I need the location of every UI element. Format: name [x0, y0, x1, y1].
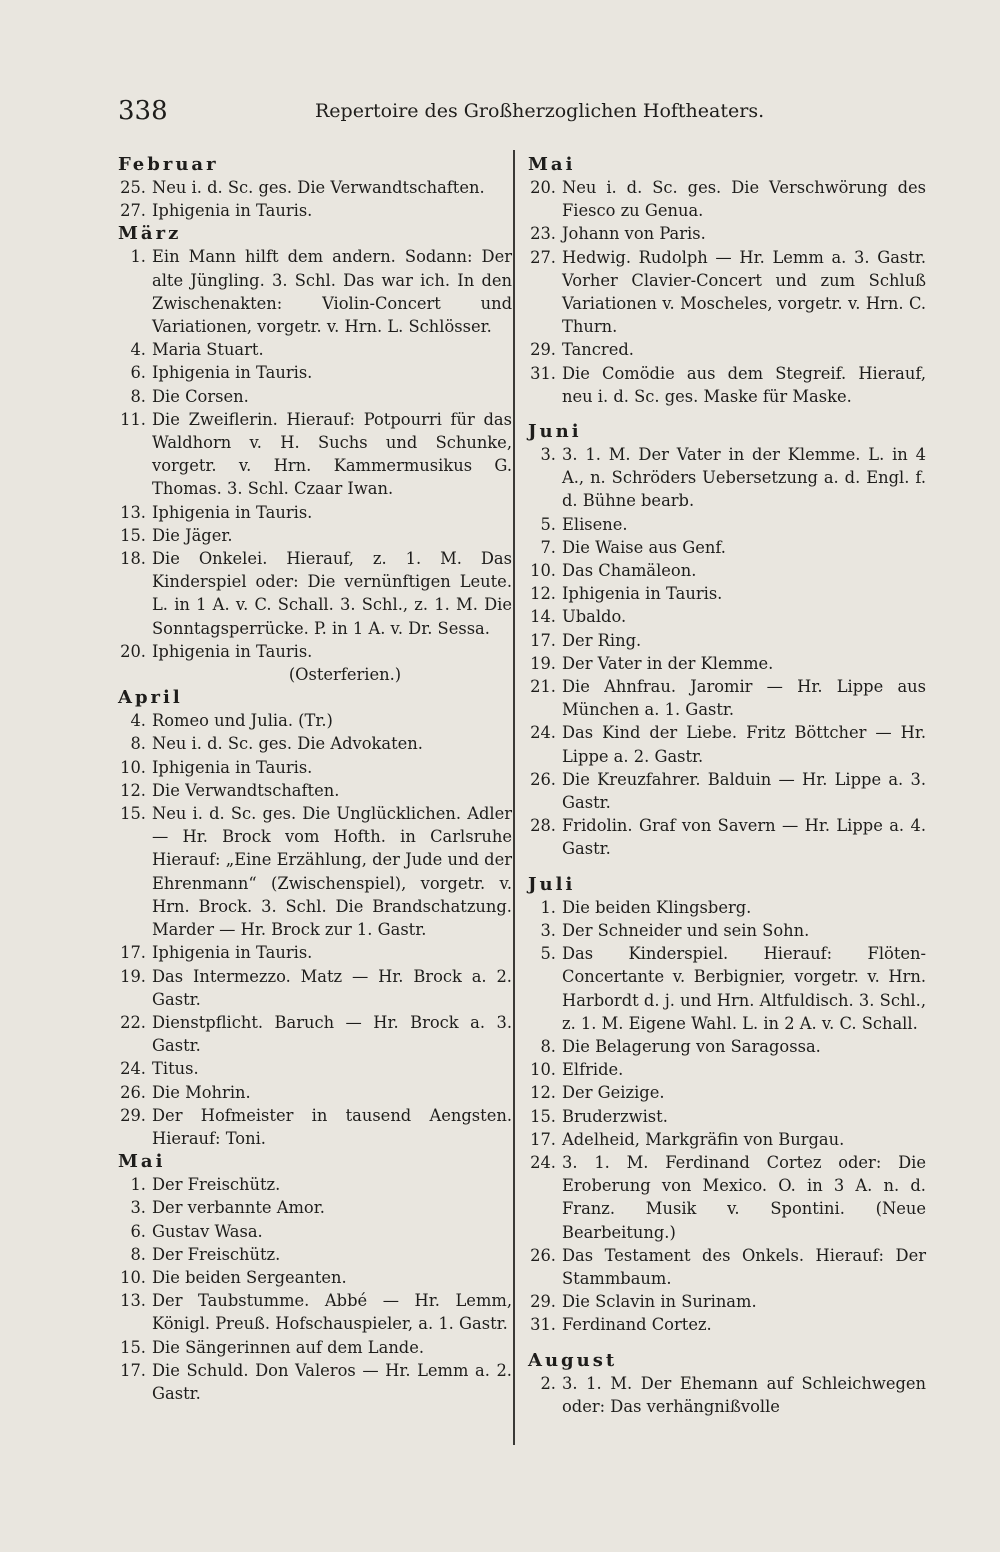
- entry-day: 29.: [120, 1105, 146, 1125]
- list-item: [528, 675, 926, 721]
- entry-text: Iphigenia in Tauris.: [152, 757, 313, 777]
- entry-text: Tancred.: [562, 340, 634, 360]
- entry-day: 12.: [530, 584, 556, 604]
- page-number: 338: [118, 96, 168, 126]
- entry-text: Der Taubstumme. Abbé — Hr. Lemm, Königl. Preuß. Hofschauspieler, a. 1. Gastr.: [152, 1291, 512, 1334]
- entry-day: 1.: [130, 247, 146, 267]
- list-item: [118, 501, 512, 524]
- list-item: [118, 361, 512, 384]
- list-item: [118, 338, 512, 361]
- entry-day: 15.: [120, 804, 146, 824]
- list-item: [118, 1243, 512, 1266]
- entry-day: 17.: [530, 630, 556, 650]
- entry-text: Ein Mann hilft dem andern. Sodann: Der alte Jüngling. 3. Schl. Das war ich. In den Zwischenakten: Violin-Concert und Variationen, vorgetr. v. Hrn. L. Schlösser.: [152, 247, 512, 337]
- list-item: [528, 1151, 926, 1244]
- entry-day: 17.: [120, 1360, 146, 1380]
- entry-day: 1.: [540, 897, 556, 917]
- list-item: [118, 1289, 512, 1335]
- entry-text: Die Verwandtschaften.: [152, 780, 340, 800]
- entry-day: 14.: [530, 607, 556, 627]
- list-item: [528, 896, 926, 919]
- entry-text: Elfride.: [562, 1060, 624, 1080]
- list-item: [528, 222, 926, 245]
- entry-day: 18.: [120, 549, 146, 569]
- list-item: [118, 1336, 512, 1359]
- spacer: [528, 1337, 926, 1349]
- list-item: [528, 362, 926, 408]
- list-item: [528, 652, 926, 675]
- entry-day: 25.: [120, 178, 146, 197]
- list-item: [528, 814, 926, 860]
- entry-text: 3. 1. M. Der Ehemann auf Schleichwegen oder: Das verhängnißvolle: [562, 1373, 926, 1416]
- entry-day: 19.: [530, 653, 556, 673]
- entry-text: Elisene.: [562, 514, 628, 534]
- entry-text: Adelheid, Markgräfin von Burgau.: [562, 1129, 845, 1149]
- entry-text: Ferdinand Cortez.: [562, 1315, 712, 1335]
- entry-day: 5.: [540, 514, 556, 534]
- list-item: [118, 1011, 512, 1057]
- entry-day: 29.: [530, 340, 556, 360]
- entry-day: 8.: [540, 1036, 556, 1056]
- entry-day: 26.: [530, 1245, 556, 1265]
- list-item: [118, 802, 512, 941]
- entry-text: Bruderzwist.: [562, 1106, 668, 1126]
- entry-text: Fridolin. Graf von Savern — Hr. Lippe a. 4. Gastr.: [562, 816, 926, 859]
- list-item: [118, 965, 512, 1011]
- entry-day: 10.: [120, 757, 146, 777]
- entry-text: Das Kind der Liebe. Fritz Böttcher — Hr. Lippe a. 2. Gastr.: [562, 723, 926, 766]
- list-item: [528, 338, 926, 361]
- entry-text: Der Ring.: [562, 630, 642, 650]
- entry-text: Die Ahnfrau. Jaromir — Hr. Lippe aus München a. 1. Gastr.: [562, 677, 926, 720]
- list-item: [118, 1220, 512, 1243]
- entry-text: Ubaldo.: [562, 607, 627, 627]
- entry-day: 4.: [130, 711, 146, 731]
- entry-text: Neu i. d. Sc. ges. Die Verwandtschaften.: [152, 178, 485, 197]
- entry-text: Neu i. d. Sc. ges. Die Unglücklichen. Adler — Hr. Brock vom Hofth. in Carlsruhe Hierauf: „Eine Erzählung, der Jude und der Ehrenmann“ (Zwischenspiel), vorgetr. v. Hrn. Brock. 3. Schl. Die Brandschatzung. Marder — Hr. Brock zur 1. Gastr.: [152, 804, 512, 940]
- month-heading-mai: Mai: [118, 1151, 166, 1173]
- list-item: [118, 1081, 512, 1104]
- entry-text: Der verbannte Amor.: [152, 1198, 325, 1218]
- entry-text: Das Intermezzo. Matz — Hr. Brock a. 2. Gastr.: [152, 966, 512, 1009]
- entry-day: 2.: [540, 1373, 556, 1393]
- entry-text: Die Schuld. Don Valeros — Hr. Lemm a. 2. Gastr.: [152, 1360, 512, 1403]
- list-item: [528, 1313, 926, 1336]
- entry-text: Das Kinderspiel. Hierauf: Flöten-Concertante v. Berbignier, vorgetr. v. Hrn. Harbordt d. j. und Hrn. Altfuldisch. 3. Schl., z. 1. M. Eigene Wahl. L. in 2 A. v. C. Schall.: [562, 944, 926, 1033]
- list-item: [528, 1058, 926, 1081]
- entry-text: Iphigenia in Tauris.: [562, 584, 723, 604]
- entry-text: Die Kreuzfahrer. Balduin — Hr. Lippe a. 3. Gastr.: [562, 769, 926, 813]
- list-item: [528, 768, 926, 814]
- month-heading-juli: Juli: [528, 873, 576, 895]
- entry-text: Hedwig. Rudolph — Hr. Lemm a. 3. Gastr. Vorher Clavier-Concert und zum Schluß Variationen v. Moscheles, vorgetr. v. Hrn. C. Thurn.: [562, 247, 926, 337]
- list-item: [528, 629, 926, 652]
- entry-text: 3. 1. M. Der Vater in der Klemme. L. in 4 A., n. Schröders Uebersetzung a. d. Engl. f. d. Bühne bearb.: [562, 445, 926, 511]
- entry-text: Die Jäger.: [152, 525, 233, 545]
- list-item: [118, 524, 512, 547]
- entry-text: Die Mohrin.: [152, 1082, 251, 1102]
- entry-text: Die Zweiflerin. Hierauf: Potpourri für das Waldhorn v. H. Suchs und Schunke, vorgetr. v. Hrn. Kammermusikus G. Thomas. 3. Schl. Czaar Iwan.: [152, 409, 512, 499]
- entry-text: Die beiden Klingsberg.: [562, 897, 752, 917]
- entry-text: Maria Stuart.: [152, 340, 264, 360]
- list-item: [528, 942, 926, 1035]
- entry-day: 10.: [530, 561, 556, 581]
- month-heading-februar: Februar: [118, 154, 219, 175]
- entry-text: Der Schneider und sein Sohn.: [562, 920, 810, 940]
- entry-day: 26.: [530, 769, 556, 789]
- entry-day: 3.: [540, 445, 556, 465]
- entry-day: 24.: [120, 1059, 146, 1079]
- entry-day: 20.: [530, 178, 556, 197]
- entry-text: Die Corsen.: [152, 386, 249, 406]
- entry-text: Die Sängerinnen auf dem Lande.: [152, 1337, 425, 1357]
- entry-text: Dienstpflicht. Baruch — Hr. Brock a. 3. Gastr.: [152, 1012, 512, 1056]
- entry-day: 15.: [120, 1337, 146, 1357]
- entry-day: 1.: [130, 1175, 146, 1195]
- list-item: [118, 408, 512, 501]
- entry-day: 24.: [530, 1152, 556, 1172]
- entry-day: 23.: [530, 224, 556, 244]
- entry-text: 3. 1. M. Ferdinand Cortez oder: Die Eroberung von Mexico. O. in 3 A. n. d. Franz. Musik v. Spontini. (Neue Bearbeitung.): [562, 1152, 926, 1242]
- entry-text: Die beiden Sergeanten.: [152, 1267, 347, 1287]
- list-item: [528, 919, 926, 942]
- entry-text: Das Testament des Onkels. Hierauf: Der Stammbaum.: [562, 1245, 926, 1288]
- list-item: [118, 176, 512, 199]
- entry-day: 12.: [530, 1083, 556, 1103]
- entry-text: Iphigenia in Tauris.: [152, 363, 313, 383]
- list-item: [528, 176, 926, 222]
- entry-day: 31.: [530, 363, 556, 383]
- list-item: [528, 536, 926, 559]
- entry-text: Der Freischütz.: [152, 1175, 281, 1195]
- list-item: [118, 1173, 512, 1196]
- entry-text: Iphigenia in Tauris.: [152, 201, 313, 221]
- list-item: [528, 1372, 926, 1418]
- entry-day: 22.: [120, 1012, 146, 1032]
- entry-day: 13.: [120, 502, 146, 522]
- month-heading-maerz: März: [118, 223, 182, 245]
- entry-text: Johann von Paris.: [562, 224, 706, 244]
- page-header: [118, 96, 765, 132]
- entry-day: 20.: [120, 641, 146, 661]
- entry-day: 26.: [120, 1082, 146, 1102]
- running-title: Repertoire des Großherzoglichen Hoftheaters.: [315, 100, 765, 122]
- list-item: [528, 721, 926, 767]
- entry-day: 28.: [530, 816, 556, 836]
- list-item: [118, 1359, 512, 1405]
- entry-day: 5.: [540, 944, 556, 964]
- entry-text: Die Sclavin in Surinam.: [562, 1292, 757, 1312]
- entry-day: 17.: [530, 1129, 556, 1149]
- month-heading-juni: Juni: [528, 421, 582, 443]
- list-item: [528, 513, 926, 536]
- entry-day: 17.: [120, 943, 146, 963]
- list-item: [118, 199, 512, 222]
- entry-day: 24.: [530, 723, 556, 743]
- entry-day: 3.: [130, 1198, 146, 1218]
- entry-day: 15.: [120, 525, 146, 545]
- right-column: [528, 153, 926, 1418]
- entry-text: Der Geizige.: [562, 1083, 665, 1103]
- entry-day: 10.: [530, 1060, 556, 1080]
- month-heading-august: August: [528, 1349, 618, 1371]
- entry-day: 27.: [530, 247, 556, 267]
- entry-day: 8.: [130, 734, 146, 754]
- entry-text: Der Hofmeister in tausend Aengsten. Hierauf: Toni.: [152, 1105, 512, 1148]
- list-item: [528, 1081, 926, 1104]
- entry-day: 31.: [530, 1315, 556, 1335]
- list-item: [118, 732, 512, 755]
- list-item: [118, 1104, 512, 1150]
- column-divider: [513, 150, 515, 1445]
- entry-day: 7.: [540, 537, 556, 557]
- entry-day: 4.: [130, 340, 146, 360]
- left-column: [118, 153, 512, 1405]
- entry-text: Titus.: [152, 1059, 199, 1079]
- list-item: [528, 605, 926, 628]
- month-heading-mai: Mai: [528, 154, 576, 175]
- holiday-note: (Osterferien.): [288, 665, 402, 685]
- entry-day: 19.: [120, 966, 146, 986]
- list-item: [118, 245, 512, 338]
- list-item: [528, 1105, 926, 1128]
- entry-text: Das Chamäleon.: [562, 561, 697, 581]
- list-item: [118, 756, 512, 779]
- entry-day: 3.: [540, 920, 556, 940]
- list-item: [118, 779, 512, 802]
- list-item: [118, 1196, 512, 1219]
- list-item: [528, 1244, 926, 1290]
- list-item: [118, 1057, 512, 1080]
- list-item: [528, 559, 926, 582]
- spacer: [528, 408, 926, 420]
- entry-day: 8.: [130, 386, 146, 406]
- entry-text: Romeo und Julia. (Tr.): [152, 711, 333, 731]
- list-item: [118, 640, 512, 663]
- list-item: [528, 443, 926, 513]
- entry-day: 10.: [120, 1267, 146, 1287]
- list-item: [118, 709, 512, 732]
- entry-text: Der Freischütz.: [152, 1244, 281, 1264]
- list-item: [528, 1290, 926, 1313]
- entry-text: Die Belagerung von Saragossa.: [562, 1036, 821, 1056]
- entry-day: 6.: [130, 1221, 146, 1241]
- entry-day: 29.: [530, 1292, 556, 1312]
- list-item: [118, 1266, 512, 1289]
- list-item: [118, 385, 512, 408]
- list-item: [528, 246, 926, 339]
- entry-text: Gustav Wasa.: [152, 1221, 263, 1241]
- entry-text: Iphigenia in Tauris.: [152, 641, 313, 661]
- month-heading-april: April: [118, 687, 183, 709]
- entry-text: Der Vater in der Klemme.: [562, 653, 774, 673]
- list-item: [118, 941, 512, 964]
- entry-text: Iphigenia in Tauris.: [152, 943, 313, 963]
- entry-day: 8.: [130, 1244, 146, 1264]
- entry-day: 27.: [120, 201, 146, 221]
- entry-day: 13.: [120, 1291, 146, 1311]
- entry-day: 12.: [120, 780, 146, 800]
- entry-text: Die Onkelei. Hierauf, z. 1. M. Das Kinderspiel oder: Die vernünftigen Leute. L. in 1 A. v. C. Schall. 3. Schl., z. 1. M. Die Sonntagsperrücke. P. in 1 A. v. Dr. Sessa.: [152, 549, 512, 638]
- spacer: [528, 861, 926, 873]
- entry-day: 21.: [530, 677, 556, 697]
- list-item: [528, 582, 926, 605]
- list-item: [528, 1035, 926, 1058]
- entry-text: Neu i. d. Sc. ges. Die Advokaten.: [152, 734, 423, 754]
- entry-text: Die Comödie aus dem Stegreif. Hierauf, neu i. d. Sc. ges. Maske für Maske.: [562, 363, 926, 406]
- list-item: [528, 1128, 926, 1151]
- entry-day: 11.: [120, 409, 146, 429]
- entry-day: 15.: [530, 1106, 556, 1126]
- entry-text: Iphigenia in Tauris.: [152, 502, 313, 522]
- entry-text: Die Waise aus Genf.: [562, 537, 726, 557]
- list-item: [118, 547, 512, 640]
- entry-text: Neu i. d. Sc. ges. Die Verschwörung des Fiesco zu Genua.: [562, 178, 926, 221]
- entry-day: 6.: [130, 363, 146, 383]
